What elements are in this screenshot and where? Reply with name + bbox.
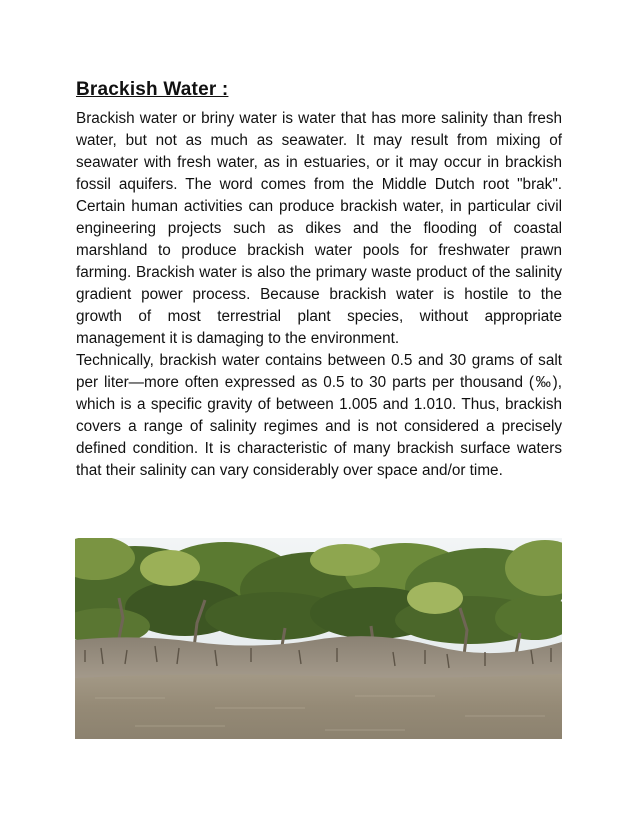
foliage-canopy (75, 538, 562, 644)
river-water (75, 674, 562, 739)
mangrove-photo (75, 538, 562, 739)
paragraph-definition: Brackish water or briny water is water that has more salinity than fresh water, but not as much as seawater. It may result from mixing of seawater with fresh water, as in estuaries, or it may occur in brackish fossil aquifers. The word comes from the Middle Dutch root "brak". Certain human activities can produce brackish water, in particular civil engineering projects such as dikes and the flooding of coastal marshland to produce brackish water pools for freshwater prawn farming. Brackish water is also the primary waste product of the salinity gradient power process. Because brackish water is hostile to the growth of most terrestrial plant species, without appropriate management it is damaging to the environment. (76, 110, 562, 347)
mangrove-illustration (75, 538, 562, 739)
section-heading: Brackish Water : (76, 79, 229, 100)
document-body (76, 76, 562, 482)
paragraph-technical: Technically, brackish water contains between 0.5 and 30 grams of salt per liter—more often expressed as 0.5 to 30 parts per thousand (‰), which is a specific gravity of between 1.005 and 1.010. Thus, brackish covers a range of salinity regimes and is not considered a precisely defined condition. It is characteristic of many brackish surface waters that their salinity can vary considerably over space and/or time. (76, 352, 562, 479)
